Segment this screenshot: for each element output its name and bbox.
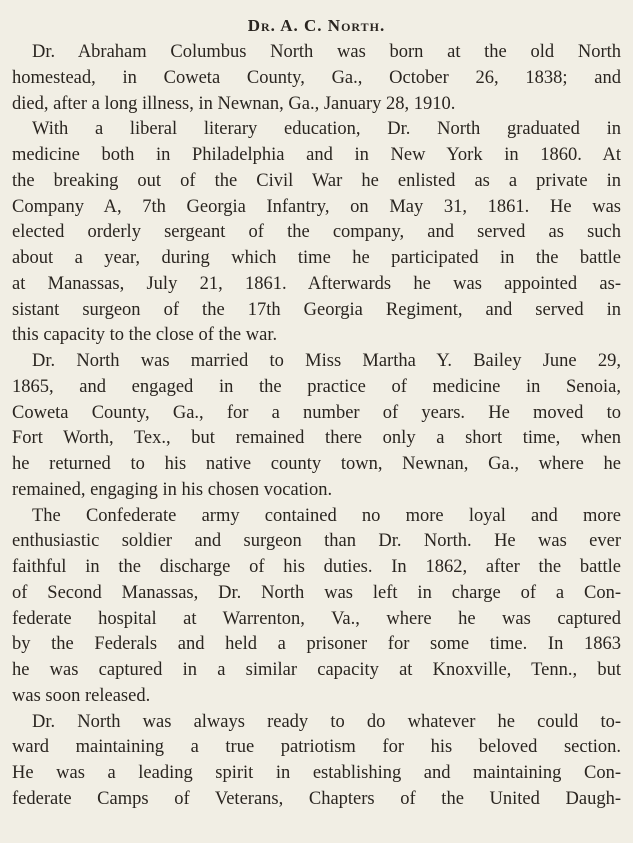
text-line: He was a leading spirit in establishing and maintaining Con- bbox=[12, 763, 621, 783]
text-line: remained, engaging in his chosen vocation. bbox=[12, 479, 333, 500]
text-line: Fort Worth, Tex., but remained there only a short time, when bbox=[12, 428, 621, 449]
text-line: at Manassas, July 21, 1861. Afterwards he was appointed as- bbox=[12, 273, 621, 294]
paragraph-war-service bbox=[12, 117, 621, 349]
paragraph-patriotism bbox=[12, 710, 621, 813]
text-line: was soon released. bbox=[12, 685, 151, 706]
text-line: about a year, during which time he participated in the battle bbox=[12, 248, 621, 268]
paragraph-birth bbox=[12, 40, 621, 117]
text-line: The Confederate army contained no more loyal and more bbox=[32, 505, 621, 526]
text-line: homestead, in Coweta County, Ga., October 26, 1838; and bbox=[12, 67, 621, 88]
text-line: he was captured in a similar capacity at Knoxville, Tenn., but bbox=[12, 660, 621, 680]
text-line: Dr. North was always ready to do whatever he could to- bbox=[32, 711, 621, 732]
text-line: 1865, and engaged in the practice of medicine in Senoia, bbox=[12, 376, 621, 397]
text-line: by the Federals and held a prisoner for some time. In 1863 bbox=[12, 634, 621, 655]
text-line: faithful in the discharge of his duties. In 1862, after the battle bbox=[12, 557, 621, 577]
paragraph-confederate-army bbox=[12, 504, 621, 710]
text-line: of Second Manassas, Dr. North was left in charge of a Con- bbox=[12, 582, 621, 603]
text-line: medicine both in Philadelphia and in New York in 1860. At bbox=[12, 145, 621, 165]
text-line: the breaking out of the Civil War he enlisted as a private in bbox=[12, 170, 621, 191]
page-title: Dr. A. C. North. bbox=[247, 16, 386, 35]
text-line: this capacity to the close of the war. bbox=[12, 325, 278, 346]
text-line: elected orderly sergeant of the company, and served as such bbox=[12, 222, 621, 243]
text-line: Coweta County, Ga., for a number of years. He moved to bbox=[12, 402, 621, 423]
text-line: With a liberal literary education, Dr. North graduated in bbox=[32, 119, 621, 140]
text-line: sistant surgeon of the 17th Georgia Regiment, and served in bbox=[12, 299, 621, 320]
text-line: federate Camps of Veterans, Chapters of the United Daugh- bbox=[12, 788, 621, 809]
text-line: Dr. Abraham Columbus North was born at the old North bbox=[32, 42, 621, 62]
text-line: ward maintaining a true patriotism for his beloved section. bbox=[12, 737, 621, 758]
text-line: he returned to his native county town, Newnan, Ga., where he bbox=[12, 454, 621, 474]
text-line: federate hospital at Warrenton, Va., where he was captured bbox=[12, 608, 621, 629]
paragraph-marriage bbox=[12, 349, 621, 504]
text-line: Company A, 7th Georgia Infantry, on May 31, 1861. He was bbox=[12, 196, 621, 217]
text-line: enthusiastic soldier and surgeon than Dr. North. He was ever bbox=[12, 531, 621, 552]
text-line: Dr. North was married to Miss Martha Y. Bailey June 29, bbox=[32, 351, 621, 371]
text-line: died, after a long illness, in Newnan, Ga., January 28, 1910. bbox=[12, 93, 456, 114]
